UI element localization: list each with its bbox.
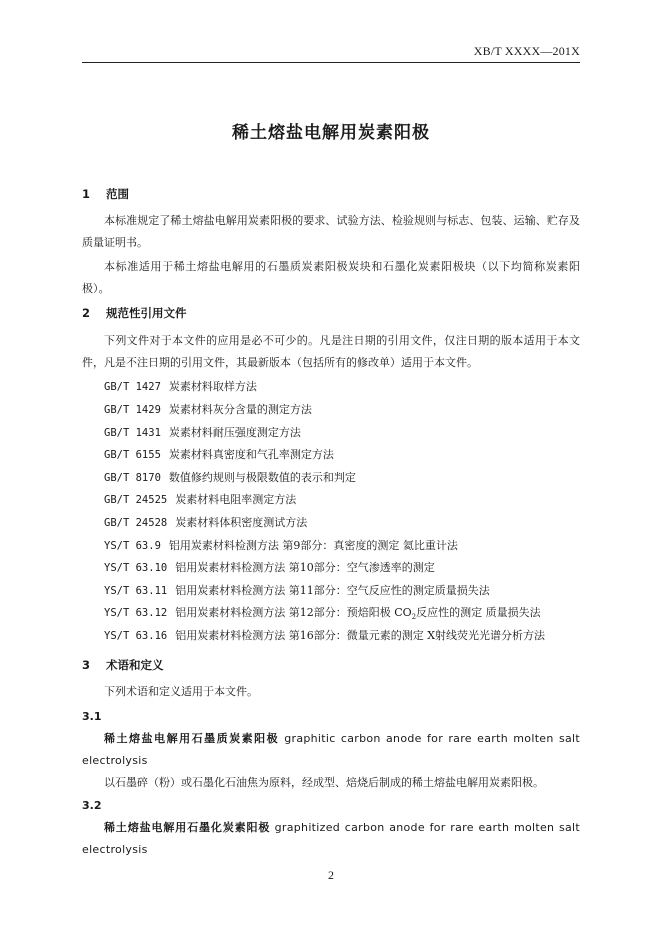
subscript: 2 <box>411 613 417 622</box>
reference-code: YS/T 63.12 <box>104 607 168 619</box>
section-1-paragraph-2: 本标准适用于稀土熔盐电解用的石墨质炭素阳极炭块和石墨化炭素阳极块（以下均简称炭素阳极）。 <box>82 260 580 295</box>
reference-item <box>104 604 541 621</box>
reference-title: 铝用炭素材料检测方法 第16部分：微量元素的测定 X射线荧光光谱分析方法 <box>175 629 546 642</box>
reference-item <box>104 627 545 643</box>
reference-title: 铝用炭素材料检测方法 第10部分：空气渗透率的测定 <box>175 561 435 574</box>
reference-code: GB/T 6155 <box>104 449 161 461</box>
section-3-intro: 下列术语和定义适用于本文件。 <box>104 685 258 698</box>
document-title: 稀土熔盐电解用炭素阳极 <box>232 123 430 143</box>
reference-code: GB/T 1429 <box>104 404 161 416</box>
section-2-title: 规范性引用文件 <box>106 306 187 320</box>
reference-item <box>104 582 490 598</box>
term-english: graphitic carbon anode for rare earth molten salt electrolysis <box>82 732 581 767</box>
reference-code: GB/T 1427 <box>104 381 161 393</box>
reference-code: YS/T 63.9 <box>104 540 161 552</box>
reference-code: YS/T 63.10 <box>104 562 168 574</box>
reference-code: YS/T 63.16 <box>104 630 168 642</box>
term-chinese: 稀土熔盐电解用石墨化炭素阳极 <box>104 821 271 834</box>
term-number: 3.1 <box>82 710 102 723</box>
term-english: graphitized carbon anode for rare earth molten salt electrolysis <box>82 821 581 856</box>
reference-title: 数值修约规则与极限数值的表示和判定 <box>168 471 356 484</box>
reference-title: 炭素材料耐压强度测定方法 <box>168 426 301 439</box>
term-entry <box>82 728 580 772</box>
standard-code: XB/T XXXX—201X <box>473 44 580 58</box>
section-2-heading <box>82 305 187 321</box>
page-number: 2 <box>328 868 334 882</box>
section-3-title: 术语和定义 <box>106 658 164 672</box>
reference-title: 铝用炭素材料检测方法 第11部分：空气反应性的测定质量损失法 <box>175 584 490 597</box>
section-3-number: 3 <box>82 658 91 672</box>
reference-title: 铝用炭素材料检测方法 第9部分：真密度的测定 氦比重计法 <box>168 539 458 552</box>
reference-title: 炭素材料灰分含量的测定方法 <box>168 403 312 416</box>
reference-item <box>104 401 312 417</box>
reference-code: GB/T 1431 <box>104 427 161 439</box>
section-1-title: 范围 <box>106 187 129 201</box>
reference-item <box>104 446 334 462</box>
reference-title <box>175 606 541 622</box>
section-2-intro: 下列文件对于本文件的应用是必不可少的。凡是注日期的引用文件，仅注日期的版本适用于本文件，凡是不注日期的引用文件，其最新版本（包括所有的修改单）适用于本文件。 <box>82 334 580 369</box>
reference-title: 炭素材料真密度和气孔率测定方法 <box>168 448 334 461</box>
term-entry <box>82 817 580 861</box>
reference-code: YS/T 63.11 <box>104 585 168 597</box>
reference-item <box>104 424 301 440</box>
reference-code: GB/T 8170 <box>104 472 161 484</box>
section-1-number: 1 <box>82 187 91 201</box>
section-3-heading <box>82 657 164 673</box>
reference-item <box>104 469 356 485</box>
reference-code: GB/T 24525 <box>104 494 168 506</box>
term-number: 3.2 <box>82 799 102 812</box>
reference-item <box>104 378 257 394</box>
reference-item <box>104 537 458 553</box>
reference-title: 炭素材料取样方法 <box>168 380 257 393</box>
term-chinese: 稀土熔盐电解用石墨质炭素阳极 <box>104 732 280 745</box>
header-rule <box>82 62 580 63</box>
term-definition: 以石墨碎（粉）或石墨化石油焦为原料，经成型、焙烧后制成的稀土熔盐电解用炭素阳极。 <box>104 776 544 789</box>
reference-code: GB/T 24528 <box>104 517 168 529</box>
reference-title: 炭素材料体积密度测试方法 <box>175 516 308 529</box>
section-1-paragraph-1: 本标准规定了稀土熔盐电解用炭素阳极的要求、试验方法、检验规则与标志、包装、运输、贮存及质量证明书。 <box>82 214 580 249</box>
reference-title: 炭素材料电阻率测定方法 <box>175 493 297 506</box>
reference-item <box>104 491 296 507</box>
section-2-number: 2 <box>82 306 91 320</box>
reference-title-part: 反应性的测定 质量损失法 <box>416 606 541 619</box>
reference-item <box>104 514 307 530</box>
section-1-heading <box>82 186 129 202</box>
reference-item <box>104 559 435 575</box>
reference-title-part: 铝用炭素材料检测方法 第12部分：预焙阳极 CO <box>175 606 412 619</box>
